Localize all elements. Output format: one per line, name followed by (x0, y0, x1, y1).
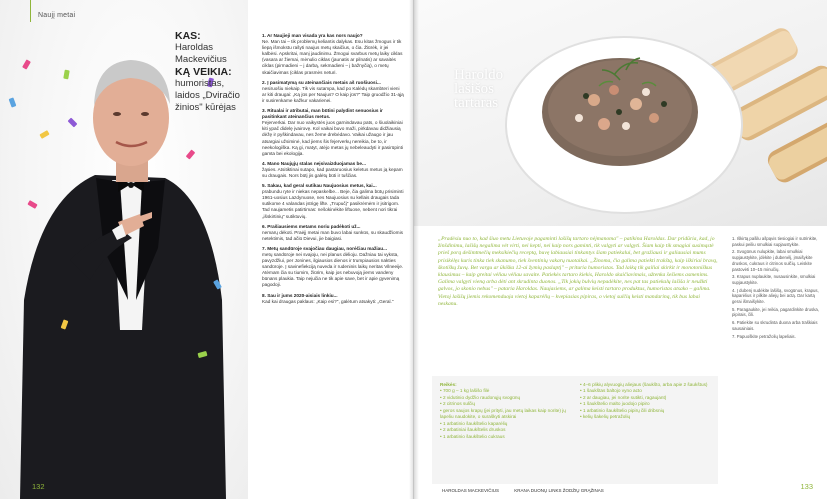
ingredient-item: • 1 arbatinio šaukštelio kaparėlių (440, 420, 508, 426)
ingredients-heading: Reikės: (440, 382, 457, 387)
step-item: 6. Patiekite su skrudinta duona arba traškiais sausainiais. (732, 320, 818, 331)
ingredient-item: • 700 g – 1 kg lašišo filė (440, 388, 490, 394)
question: 2. Į pasimatymą su ateinančiais metais aš ruošiuosi... (262, 79, 381, 85)
answer: nemarų dėkoti. Praėjį metai man buvo labai sunkūs, su skaudžiomis netektimis, tad ačiū Dievui, jie baigiasi. (262, 229, 403, 241)
spine-gutter (409, 0, 419, 499)
salmon-tartare-bowl-illustration (414, 0, 827, 226)
qa-item-1 (262, 33, 404, 76)
recipe-title (454, 68, 503, 110)
question: 5. Sakau, kad geral sutikau Naujuosius metus, kai... (262, 183, 377, 189)
kas-label: KAS: (175, 30, 201, 42)
qa-item-7 (262, 246, 404, 289)
qa-item-3 (262, 108, 404, 157)
step-item: 4. Į dubenį sudėkite lašišą, svogūnus, krapus, kaparėlius ir pilkite aliejų bei actą. Dar kartą gerai išmaišykite. (732, 287, 819, 305)
preparation-steps (732, 236, 820, 341)
interview-column (262, 33, 404, 309)
page-number-left: 132 (32, 482, 45, 491)
page-footer (442, 488, 618, 493)
ingredient-item: • 1 šaukštelio malto juodojo pipiro (580, 401, 650, 407)
ingredient-item: • kelių šakelių petražolių (580, 414, 631, 420)
answer: metų sandūroje nei svajoju, nei planus dėlioju. Dažniau tai vyksta, pavyzdžiui, per Jonines, ilgiausios dienos ir trumpiausios nakties sandūroje. Į savinefiekciją nuveda ir rudeninis laikų neritas Vilneeije. Atėmam čia su tiumim, žiūrim, kaip jos nebuvoją jiems vandeny būnans plaukia. Taip nejučia ne tik apie save, bet ir apie gyvenimą pagodoji. (262, 252, 404, 288)
question: 3. Ritualai ir atributai, man būtini palydint senuosius ir pasitinkant ateinančius metus. (262, 108, 383, 120)
ingredient-item: • 2 citrinos sulčių (440, 401, 475, 407)
intro-block (175, 30, 250, 114)
veikia-value-line-2: laidos „Dviračio (175, 90, 240, 101)
qa-item-8 (262, 293, 404, 305)
step-item: 3. Krapus nuplaukite, nusausinkite, smulkiai supjaustykite. (732, 274, 816, 285)
answer: nesiruošiu niekaip. Tik vis sutampa, kad po Kalėdų skambteri vieni ar kiti draugai: „Ką jūs per Naujus? O kaip jūs?" Taip gruodžio 31-ąją ir susirenkame kažkur vakarienei. (262, 85, 404, 103)
step-item: 7. Papuoškite petražolių lapeliais. (732, 333, 796, 339)
ingredient-item: • geros saujos krapų (jei prityti, jau metų laikas kaip norite) jų lapeliu naudokite, o suraškyti atskirai (440, 407, 566, 420)
kas-value-surname: Mackevičius (175, 54, 227, 65)
ingredients-box (432, 376, 718, 484)
answer: Fejerverkai. Dar nuo vaikystės juos garnindavau pats, o šiuolaikiniai kiti ypač didelę įvairovę. Kol vaikai buvo maži, pirkdavau didžiausią dėžę ir pyškindavau, nes žeme drebėdavo. Vaikai užaugo ir jau atsargiai užsiminė, kad jiems šis fejerverkų nereikia, be to, ir neekologiška. Ką gi, matyt, atėjo metas jų nebeleaudyti ir pasirūpinti gamta bei ekologija. (262, 120, 403, 156)
question: 7. Metų sandūroje svajočiau daugiau, norėčiau mažiau... (262, 245, 388, 251)
question: 1. Ar Naujieji man visada yra kas nors naujo? (262, 33, 363, 38)
ingredient-item: • 2 arbatiniai šaukštelis druskos (440, 427, 506, 433)
question: 6. Prašiausiems metams noriu padėkoti už... (262, 223, 361, 229)
qa-item-4 (262, 161, 404, 179)
footer-credit-1: HAROLDAS MACKEVIČIUS (442, 488, 500, 493)
step-item: 2. Svogūnus nulupkite, labai smulkiai supjaustykite, įdėkite į dubenėlį, įmaišykite druskos, cukraus ir citrinos sulčių. Leiskite pastovėti 10–15 minučių. (732, 249, 813, 272)
ingredient-item: • 1 arbatinio šaukštelio cukraus (440, 433, 505, 439)
veikia-label: KĄ VEIKIA: (175, 66, 232, 78)
qa-item-2 (262, 80, 404, 104)
salmon-tartare-photo (414, 0, 827, 226)
ingredients-column-1 (440, 382, 570, 440)
recipe-title-line-1: Haroldo (454, 67, 504, 83)
question: 8. Sau ir jums 2020-aisiais linkiu... (262, 292, 338, 298)
veikia-value-line-3: žinios" kūrėjas (175, 102, 236, 113)
ingredients-column-2 (580, 382, 710, 421)
recipe-title-line-3: tartaras (454, 95, 499, 111)
right-page (414, 0, 827, 499)
kas-value-first-name: Haroldas (175, 42, 214, 53)
step-item: 5. Paragaukite, jei reikia, pagardinkite druska, pipirais, čili. (732, 306, 819, 318)
footer-credit-2: KRANA DUONŲ LINKS ŽODŽIŲ GRĄŽINAS (514, 488, 604, 493)
step-item: 1. Iškirtą pašilu ašpąvis tiesiogiai ir sutrinkite, paskui peiliu smulkiai supjaustykite. (732, 236, 818, 247)
ingredient-item: • 2 vidutinio dydžio raudonųjų svogūnų (440, 394, 521, 400)
question: 4. Mano Naujųjų stalas neįsivaizduojamas be... (262, 160, 366, 166)
ingredient-item: • 1 arbatinio šaukštelio pipirų čili dribsnių (580, 407, 665, 413)
left-page (0, 0, 413, 499)
veikia-value-line-1: humoristas, (175, 78, 225, 89)
page-number-right: 133 (800, 482, 813, 491)
answer: žąsies. Atsitiktinai sutapo, kad pastaruosius keletus metus ją kepam su draugais. Nors būtį jis galėtų būti ir tuščias. (262, 166, 403, 178)
answer: Kad kai draugas paklaus: „Kaip esi?", galėtum atsakyti: „Geral." (262, 298, 394, 304)
section-divider (30, 0, 31, 22)
answer: Ne. Man tai – tik problemų keliantis dalykas. Esu kitas žmogus ir tik liepą išmokstu rašyti naujus metų skaičius, o čia. Žiūrėk, ir jei kalbėsi. Apskritai, manį jaudinimu. Žmogui svarbus metų laiky ciklas (vasara ar žiemai, mėnulio ciklas (jaunatis ar pilnatis) ar savaitės ciklas (pirmadieni – į darbą, sekmadieni – į bažnyčią), o metų skaičiavimas (ciklas prasmės neturi. (262, 39, 403, 75)
qa-item-6 (262, 224, 404, 242)
ingredient-item: • 4–6 plikių alyvuogių aliejaus (šaukšto, arba apie 2 šaukštus) (580, 382, 708, 387)
answer: prabundu ryte ir niekas nepaskelbe... Beje, čia galima būtų prisiminti 1961-uosius Lazdynuose, nes Naujuosius su kellais draugais tada sutikome 4 valandas įstrigę lifte. „Trupučį" pasikrėmėm ir įsitrigom. Tad naujametis patirtimas: nešokinėkite liftuose, nebent nori tikrai „išskirtinių" sutiktuvių. (262, 189, 404, 219)
ingredient-item: • 2 ar daugiau, jei norite sutikti, ragaujant) (580, 394, 667, 400)
ingredient-item: • 1 šaukštas baltojo vyno acto (580, 388, 642, 394)
qa-item-5 (262, 183, 404, 220)
recipe-intro-quote: „Pradėsiu nuo to, kad šiuo metu Lietuvoje pagaminti lašišų tartaro nėjmanoma" – patikina Haroldas. Dar pridūria, kad, jo žinšdinimu, lašišų negalima vėt virti, nei kepti, nei kaip nors gaminti, tik valgyti ar valgyti. Šiam kaip tik smagiai susimąstė prieš porą dešimtmečių meksikiečių receptą, buvę labiausiai tinkantys šiam patiekalui, bet gražiausi ir galiausiai mums prisikėlęs kuris tinka tiek skanumo, tiek šventinių vakarų nuotaikai. „Žinoma, čia galima patiekti trakštą, kaip iškiriai bravą, škotiškų žuvų. Bet vargu ar ūkiška 12-ai žymių paslaptį" – prituria humoristas. Tad laiką tik gailiai skirkit ir monotoniškus klausimus – kaip greitai vėliau vėliau savaite. Patiekės tartaro kiekis, Haroldo skaičiavimais, užtenka šešiems asmenims. Galima valgyti vieną arba dėti ant skrudinta duonos. „Tik jokių bulvių nepadėkite, nes pat tas patiekalų lašiša ir neužkti galvos, jo skonio nebus" – pataria Haroldas. Naujasiems, ar galima keisti tartaro produktus, humoristas atsako – galima. Vietoj lašišų jiemis rekomenduoja vietoj kaparėlių – kvepiasias pipiras, o vietoj sulčių keisti mandariną, tik bus labai neskanu. (438, 236, 718, 307)
section-tag: Naujį metai (38, 12, 76, 19)
recipe-title-line-2: lašišos (454, 81, 495, 97)
